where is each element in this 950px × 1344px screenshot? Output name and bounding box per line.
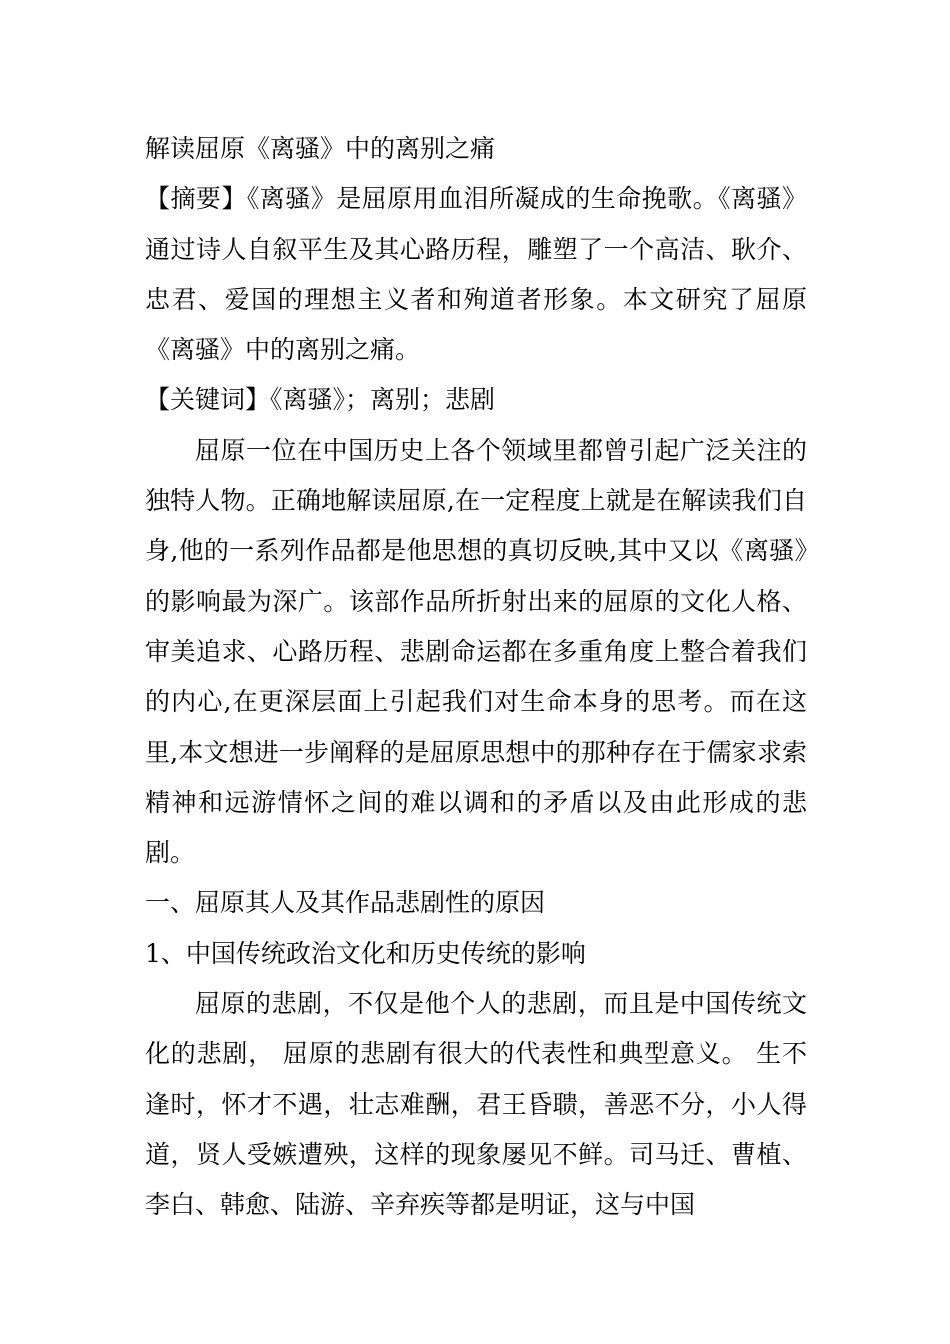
abstract-paragraph: 【摘要】《离骚》是屈原用血泪所凝成的生命挽歌。《离骚》通过诗人自叙平生及其心路历程，雕塑了一个高洁、耿介、忠君、爱国的理想主义者和殉道者形象。本文研究了屈原《离骚》中的离别之痛。 — [145, 184, 807, 365]
body-paragraph: 屈原一位在中国历史上各个领域里都曾引起广泛关注的独特人物。正确地解读屈原,在一定程度上就是在解读我们自身,他的一系列作品都是他思想的真切反映,其中又以《离骚》的影响最为深广。该部作品所折射出来的屈原的文化人格、审美追求、心路历程、悲剧命运都在多重角度上整合着我们的内心,在更深层面上引起我们对生命本身的思考。而在这里,本文想进一步阐释的是屈原思想中的那种存在于儒家求索精神和远游情怀之间的难以调和的矛盾以及由此形成的悲剧。 — [145, 435, 807, 868]
subsection-heading: 1、中国传统政治文化和历史传统的影响 — [145, 938, 586, 968]
document-title: 解读屈原《离骚》中的离别之痛 — [145, 134, 496, 163]
section-heading: 一、屈原其人及其作品悲剧性的原因 — [145, 888, 546, 918]
body-paragraph: 屈原的悲剧，不仅是他个人的悲剧，而且是中国传统文化的悲剧， 屈原的悲剧有很大的代表性和典型意义。 生不逢时，怀才不遇，壮志难酬，君王昏聩，善恶不分，小人得道，贤人受嫉遭殃，这样的现象屡见不鲜。司马迁、曹植、李白、韩愈、陆游、辛弃疾等都是明证，这与中国 — [145, 989, 807, 1220]
keywords-line: 【关键词】《离骚》；离别；悲剧 — [145, 385, 496, 415]
document-page — [145, 124, 807, 1231]
